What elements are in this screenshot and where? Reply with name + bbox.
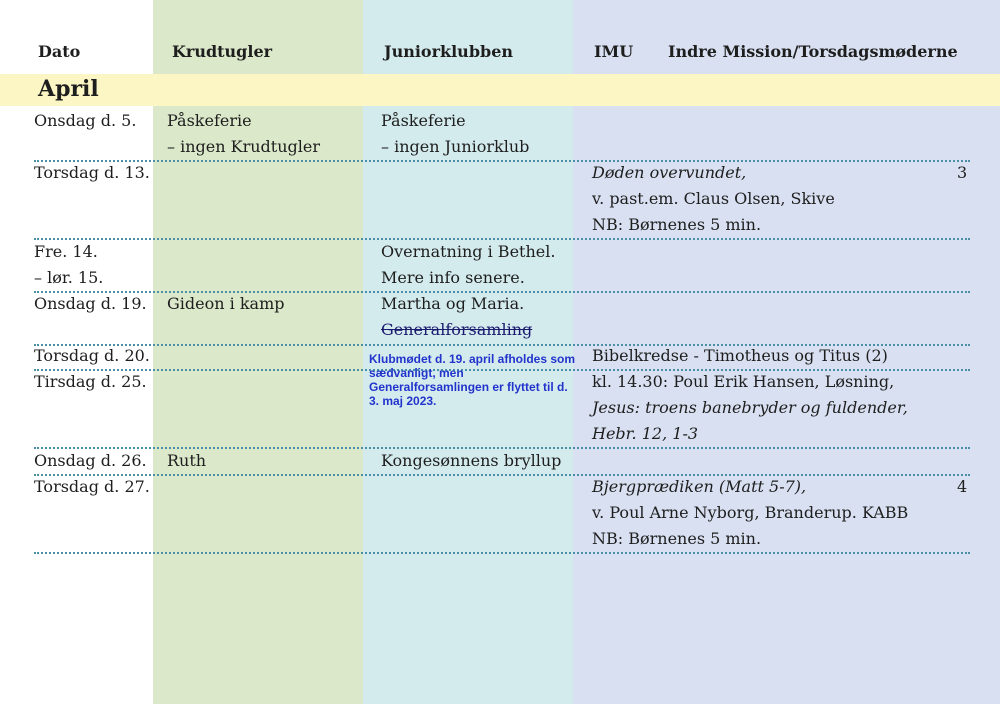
krudtugler-line: – ingen Krudtugler: [167, 137, 320, 156]
junior-cell: [381, 239, 555, 291]
junior-line-struck: Generalforsamling: [381, 320, 533, 339]
imu-cell: [592, 369, 908, 447]
date-line: – lør. 15.: [34, 268, 104, 287]
imu-line: Jesus: troens banebryder og fuldender,: [592, 398, 908, 417]
date-line: Torsdag d. 20.: [34, 346, 150, 365]
krudtugler-cell: [167, 291, 284, 317]
imu-cell: [592, 343, 888, 369]
meeting-number: 3: [957, 163, 968, 182]
header-imu-full: Indre Mission/Torsdagsmøderne: [668, 42, 958, 61]
header-imu: IMU: [594, 42, 634, 61]
imu-line: kl. 14.30: Poul Erik Hansen, Løsning,: [592, 372, 895, 391]
row-separator: [34, 552, 970, 554]
date-cell: [34, 160, 150, 186]
krudtugler-cell: [167, 448, 206, 474]
junior-line: Mere info senere.: [381, 268, 525, 287]
month-band: [0, 74, 1000, 106]
junior-line: – ingen Juniorklub: [381, 137, 530, 156]
date-line: Onsdag d. 5.: [34, 111, 137, 130]
date-cell: [34, 343, 150, 369]
krudtugler-line: Påskeferie: [167, 111, 252, 130]
date-cell: [34, 448, 147, 474]
imu-line: Bjergprædiken (Matt 5-7),: [592, 477, 807, 496]
month-title: April: [38, 76, 99, 102]
date-cell: [34, 474, 150, 500]
date-cell: [34, 369, 147, 395]
date-line: Torsdag d. 27.: [34, 477, 150, 496]
date-line: Torsdag d. 13.: [34, 163, 150, 182]
krudtugler-cell: [167, 108, 320, 160]
header-juniorklubben: Juniorklubben: [384, 42, 513, 61]
imu-line: v. past.em. Claus Olsen, Skive: [592, 189, 835, 208]
imu-line: NB: Børnenes 5 min.: [592, 215, 762, 234]
date-line: Fre. 14.: [34, 242, 98, 261]
header-krudtugler: Krudtugler: [172, 42, 273, 61]
imu-line: Hebr. 12, 1-3: [592, 424, 699, 443]
krudtugler-line: Ruth: [167, 451, 207, 470]
krudtugler-line: Gideon i kamp: [167, 294, 285, 313]
date-cell: [34, 239, 103, 291]
header-dato: Dato: [38, 42, 81, 61]
junior-cell: [381, 291, 532, 343]
date-line: Onsdag d. 26.: [34, 451, 147, 470]
imu-line: NB: Børnenes 5 min.: [592, 529, 762, 548]
club-meeting-note: Klubmødet d. 19. april afholdes som sædvanligt, men Generalforsamlingen er flyttet til d. 3. maj 2023.: [369, 352, 576, 408]
date-cell: [34, 108, 136, 134]
imu-cell: [592, 160, 835, 238]
junior-line: Overnatning i Bethel.: [381, 242, 556, 261]
junior-line: Martha og Maria.: [381, 294, 525, 313]
date-cell: [34, 291, 147, 317]
date-line: Tirsdag d. 25.: [34, 372, 147, 391]
junior-cell: [381, 448, 561, 474]
imu-cell: [592, 474, 908, 552]
imu-line: Bibelkredse - Timotheus og Titus (2): [592, 346, 888, 365]
junior-line: Påskeferie: [381, 111, 466, 130]
date-line: Onsdag d. 19.: [34, 294, 147, 313]
junior-cell: [381, 108, 529, 160]
junior-line: Kongesønnens bryllup: [381, 451, 562, 470]
imu-line: Døden overvundet,: [592, 163, 747, 182]
meeting-number: 4: [957, 477, 968, 496]
imu-line: v. Poul Arne Nyborg, Branderup. KABB: [592, 503, 909, 522]
